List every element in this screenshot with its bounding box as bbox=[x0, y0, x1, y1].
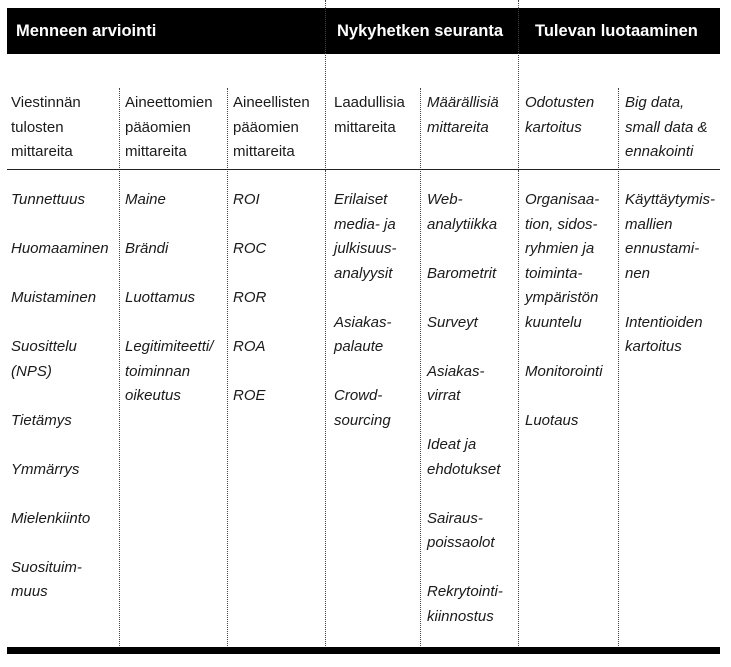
table-cell-item: Huomaaminen bbox=[11, 240, 109, 257]
table-cell-item: Tietämys bbox=[11, 411, 72, 429]
column-heading: Määrällisiä mittareita bbox=[427, 94, 499, 136]
table-cell-item: Tunnettuus bbox=[11, 191, 85, 208]
column-divider bbox=[119, 88, 120, 648]
column-heading: Odotusten kartoitus bbox=[525, 94, 595, 136]
column-divider bbox=[518, 170, 519, 648]
header-divider bbox=[7, 169, 720, 170]
table-cell-item: Intentioiden kartoitus bbox=[625, 313, 703, 355]
table-cell-item: ROC bbox=[233, 240, 267, 257]
table-cell-item: Luottamus bbox=[125, 289, 196, 306]
table-cell-item: Brändi bbox=[125, 240, 169, 257]
table-cell-item: ROA bbox=[233, 338, 266, 355]
table-cell-item: Web- analytiikka bbox=[427, 191, 498, 233]
column-divider bbox=[325, 170, 326, 648]
table-cell-item: Suosittelu (NPS) bbox=[11, 338, 77, 380]
table-cell-item: Asiakas- virrat bbox=[427, 362, 485, 404]
table-cell-item: Luotaus bbox=[525, 411, 579, 429]
table-cell-item: Suosituim- muus bbox=[11, 558, 82, 600]
column-heading: Big data, small data & ennakointi bbox=[625, 94, 708, 160]
table-cell-item: Muistaminen bbox=[11, 289, 97, 306]
table-cell-item: Sairaus- poissaolot bbox=[427, 509, 495, 551]
header-present: Nykyhetken seuranta bbox=[337, 22, 503, 40]
table-cell-item: Organisaa- tion, sidos- ryhmien ja toiminta- ympäristön kuuntelu bbox=[525, 191, 600, 331]
table-cell-item: ROI bbox=[233, 191, 260, 208]
table-cell-item: Crowd- sourcing bbox=[334, 387, 391, 429]
header-future: Tulevan luotaaminen bbox=[535, 22, 698, 40]
table-cell-item: Mielenkiinto bbox=[11, 509, 91, 527]
table-cell-item: Erilaiset media- ja julkisuus- analyysit bbox=[334, 191, 397, 282]
table-cell-item: Legitimiteetti/ toiminnan oikeutus bbox=[125, 338, 214, 404]
column-heading: Aineettomien pääomien mittareita bbox=[125, 94, 213, 160]
table-cell-item: Ideat ja ehdotukset bbox=[427, 436, 501, 478]
table-cell-item: Surveyt bbox=[427, 313, 478, 331]
footer-bar bbox=[7, 647, 720, 654]
group-divider-past-present bbox=[325, 0, 326, 170]
table-cell-item: ROE bbox=[233, 387, 266, 404]
column-divider bbox=[618, 88, 619, 648]
table-cell-item: Asiakas- palaute bbox=[334, 313, 392, 355]
table-cell-item: Maine bbox=[125, 191, 166, 208]
table-cell-item: Barometrit bbox=[427, 264, 497, 282]
table-cell-item: Ymmärrys bbox=[11, 460, 80, 478]
column-divider bbox=[420, 88, 421, 648]
table-cell-item: ROR bbox=[233, 289, 267, 306]
group-divider-present-future bbox=[518, 0, 519, 170]
column-divider bbox=[227, 88, 228, 648]
column-heading: Viestinnän tulosten mittareita bbox=[11, 94, 81, 160]
table-cell-item: Rekrytointi- kiinnostus bbox=[427, 583, 503, 625]
column-heading: Aineellisten pääomien mittareita bbox=[233, 94, 310, 160]
header-past: Menneen arviointi bbox=[16, 22, 157, 40]
table-cell-item: Käyttäytymis- mallien ennustami- nen bbox=[625, 191, 716, 282]
table-cell-item: Monitorointi bbox=[525, 362, 603, 380]
column-heading: Laadullisia mittareita bbox=[334, 94, 405, 136]
